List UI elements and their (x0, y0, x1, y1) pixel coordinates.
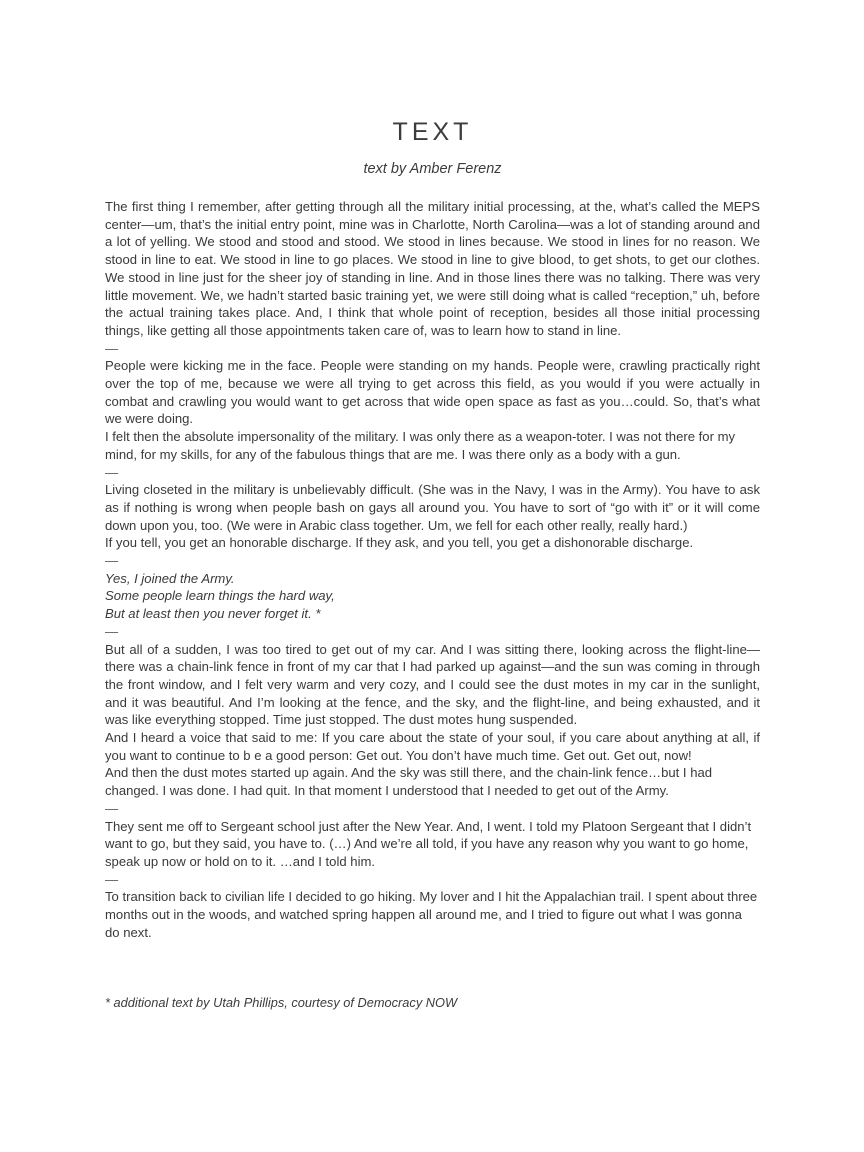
section-separator: — (105, 553, 119, 569)
paragraph-crawling: People were kicking me in the face. People were standing on my hands. People were, crawling practically right over the top of me, because we were all trying to get across this field, as you would if you were actually in combat and crawling you would want to get across that wide open space as fast as you…could. So, that’s what we were doing. (105, 358, 760, 427)
byline: text by Amber Ferenz (363, 161, 502, 177)
paragraph-quit: And then the dust motes started up again. And the sky was still there, and the chain-link fence…but I had changed. I was done. I had quit. In that moment I understood that I needed to get out of the Army. (105, 765, 713, 799)
section-separator: — (105, 623, 119, 639)
section-separator: — (105, 340, 119, 356)
paragraph-voice: And I heard a voice that said to me: If you care about the state of your soul, if you care about anything at all, if you want to continue to b e a good person: Get out. You don’t have much time. Get out. Get out, now! (105, 730, 760, 763)
document-body (105, 198, 760, 941)
section-separator: — (105, 464, 119, 480)
poem-quote (105, 570, 760, 623)
paragraph-discharge: If you tell, you get an honorable discharge. If they ask, and you tell, you get a dishonorable discharge. (105, 535, 694, 551)
paragraph-impersonality: I felt then the absolute impersonality of the military. I was only there as a weapon-toter. I was not there for my mind, for my skills, for any of the fabulous things that are me. I was there only as a body with a gun. (105, 429, 736, 462)
poem-line: Yes, I joined the Army. (105, 570, 235, 586)
paragraph-sergeant: They sent me off to Sergeant school just after the New Year. And, I went. I told my Platoon Sergeant that I didn’t want to go, but they said, you have to. (…) And we’re all told, if you have any reason why you want to go home, speak up now or hold on to it. …and I told him. (105, 818, 752, 869)
document-page (105, 118, 760, 941)
poem-line: Some people learn things the hard way, (105, 588, 335, 604)
paragraph-closeted: Living closeted in the military is unbelievably difficult. (She was in the Navy, I was in the Army). You have to ask as if nothing is wrong when people bash on gays all around you. You have to sort of “go with it” or it will come down upon you, too. (We were in Arabic class together. Um, we fell for each other really, really hard.) (105, 482, 760, 533)
paragraph-meps: The first thing I remember, after getting through all the military initial processing, at the, what’s called the MEPS center—um, that’s the initial entry point, mine was in Charlotte, North Carolina—was a lot of standing around and a lot of yelling. We stood and stood and stood. We stood in lines because. We stood in lines for no reason. We stood in line to eat. We stood in line to go places. We stood in line to give blood, to get shots, to get our clothes. We stood in line just for the sheer joy of standing in line. And in those lines there was no talking. There was very little movement. We, we hadn’t started basic training yet, we were still doing what is called “reception,” uh, before the actual training takes place. And, I think that whole point of reception, besides all those initial processing things, like getting all those appointments taken care of, was to learn how to stand in line. (105, 199, 760, 338)
section-separator: — (105, 800, 119, 816)
paragraph-hiking: To transition back to civilian life I decided to go hiking. My lover and I hit the Appalachian trail. I spent about three months out in the woods, and watched spring happen all around me, and I tried to figure out what I was gonna do next. (105, 889, 758, 940)
poem-line: But at least then you never forget it. * (105, 606, 321, 622)
section-separator: — (105, 871, 119, 887)
page-title: TEXT (392, 118, 473, 146)
paragraph-car: But all of a sudden, I was too tired to get out of my car. And I was sitting there, looking across the flight-line—there was a chain-link fence in front of my car that I had parked up against—and the sun was coming in through the front window, and I felt very warm and very cozy, and I could see the dust motes in my car in the sunlight, and it was beautiful. And I’m looking at the fence, and the sky, and the flight-line, and being exhausted, and it was like everything stopped. Time just stopped. The dust motes hung suspended. (105, 641, 760, 728)
footnote: * additional text by Utah Phillips, courtesy of Democracy NOW (105, 995, 458, 1010)
